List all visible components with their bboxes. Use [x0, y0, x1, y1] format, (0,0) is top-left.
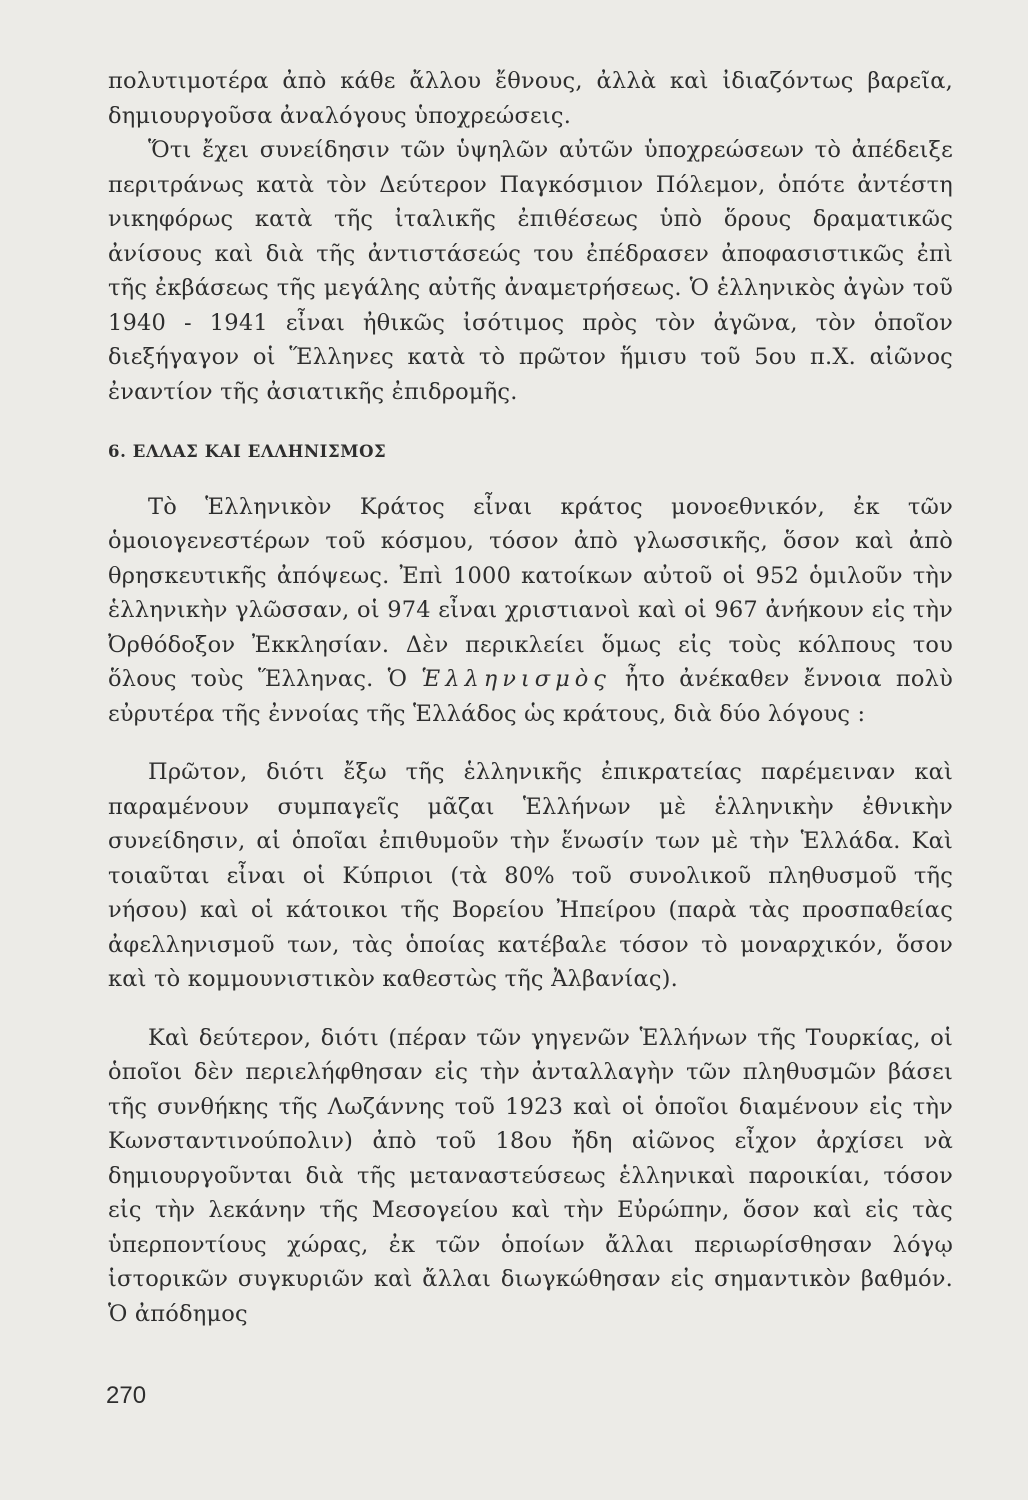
paragraph-3-end: ἦτο ἀνέκαθεν ἔννοια πολὺ εὐρυτέρα τῆς ἐννοίας τῆς Ἑλλάδος ὡς κράτους, διὰ δύο λόγους : [108, 666, 953, 727]
paragraph-3-start: Τὸ Ἑλληνικὸν Κράτος εἶναι κράτος μονοεθνικόν, ἐκ τῶν ὁμοιογενεστέρων τοῦ κόσμου, τόσον ἀπὸ γλωσσικῆς, ὅσον καὶ ἀπὸ θρησκευτικῆς ἀπόψεως. Ἐπὶ 1000 κατοίκων αὐτοῦ οἱ 952 ὁμιλοῦν τὴν ἑλληνικὴν γλῶσσαν, οἱ 974 εἶναι χριστιανοὶ καὶ οἱ 967 ἀνήκουν εἰς τὴν Ὀρθόδοξον Ἐκκλησίαν. Δὲν περικλείει ὅμως εἰς τοὺς κόλπους του ὅλους τοὺς Ἕλληνας. Ὁ [108, 493, 953, 692]
page-number: 270 [106, 1382, 147, 1409]
paragraph-3 [108, 490, 953, 732]
paragraph-5: Καὶ δεύτερον, διότι (πέραν τῶν γηγενῶν Ἑλλήνων τῆς Τουρκίας, οἱ ὁποῖοι δὲν περιελήφθησαν εἰς τὴν ἀνταλλαγὴν τῶν πληθυσμῶν βάσει τῆς συνθήκης τῆς Λωζάννης τοῦ 1923 καὶ οἱ ὁποῖοι διαμένουν εἰς τὴν Κωνσταντινούπολιν) ἀπὸ τοῦ 18ου ἤδη αἰῶνος εἶχον ἀρχίσει νὰ δημιουργοῦνται διὰ τῆς μεταναστεύσεως ἑλληνικαὶ παροικίαι, τόσον εἰς τὴν λεκάνην τῆς Μεσογείου καὶ τὴν Εὐρώπην, ὅσον καὶ εἰς τὰς ὑπερποντίους χώρας, ἐκ τῶν ὁποίων ἄλλαι περιωρίσθησαν λόγῳ ἱστορικῶν συγκυριῶν καὶ ἄλλαι διωγκώθησαν εἰς σημαντικὸν βαθμόν. Ὁ ἀπόδημος [108, 1024, 953, 1327]
paragraph-1: πολυτιμοτέρα ἀπὸ κάθε ἄλλου ἔθνους, ἀλλὰ καὶ ἰδιαζόντως βαρεῖα, δημιουργοῦσα ἀναλόγους ὑποχρεώσεις. [108, 68, 953, 129]
spaced-term: Ἑλληνισμὸς [421, 666, 611, 692]
paragraph-4: Πρῶτον, διότι ἔξω τῆς ἑλληνικῆς ἐπικρατείας παρέμειναν καὶ παραμένουν συμπαγεῖς μᾶζαι Ἑλλήνων μὲ ἑλληνικὴν ἐθνικὴν συνείδησιν, αἱ ὁποῖαι ἐπιθυμοῦν τὴν ἕνωσίν των μὲ τὴν Ἑλλάδα. Καὶ τοιαῦται εἶναι οἱ Κύπριοι (τὰ 80% τοῦ συνολικοῦ πληθυσμοῦ τῆς νήσου) καὶ οἱ κάτοικοι τῆς Βορείου Ἠπείρου (παρὰ τὰς προσπαθείας ἀφελληνισμοῦ των, τὰς ὁποίας κατέβαλε τόσον τὸ μοναρχικόν, ὅσον καὶ τὸ κομμουνιστικὸν καθεστὼς τῆς Ἀλβανίας). [108, 759, 953, 992]
section-heading: 6. ΕΛΛΑΣ ΚΑΙ ΕΛΛΗΝΙΣΜΟΣ [108, 442, 387, 461]
body-text [108, 64, 953, 1331]
paragraph-2: Ὅτι ἔχει συνείδησιν τῶν ὑψηλῶν αὐτῶν ὑποχρεώσεων τὸ ἀπέδειξε περιτράνως κατὰ τὸν Δεύτερον Παγκόσμιον Πόλεμον, ὁπότε ἀντέστη νικηφόρως κατὰ τῆς ἰταλικῆς ἐπιθέσεως ὑπὸ ὅρους δραματικῶς ἀνίσους καὶ διὰ τῆς ἀντιστάσεώς του ἐπέδρασεν ἀποφασιστικῶς ἐπὶ τῆς ἐκβάσεως τῆς μεγάλης αὐτῆς ἀναμετρήσεως. Ὁ ἑλληνικὸς ἀγὼν τοῦ 1940 - 1941 εἶναι ἠθικῶς ἰσότιμος πρὸς τὸν ἀγῶνα, τὸν ὁποῖον διεξήγαγον οἱ Ἕλληνες κατὰ τὸ πρῶτον ἥμισυ τοῦ 5ου π.Χ. αἰῶνος ἐναντίον τῆς ἀσιατικῆς ἐπιδρομῆς. [108, 137, 953, 405]
